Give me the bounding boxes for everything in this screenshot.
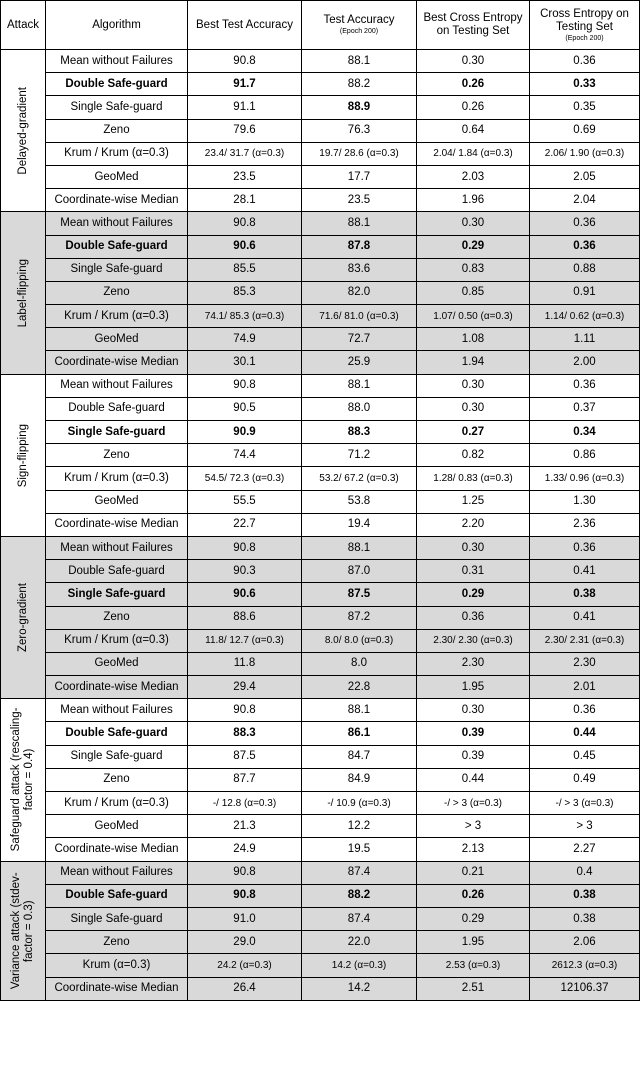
- table-row: [1, 838, 640, 861]
- best-ce-cell: 1.96: [417, 189, 530, 212]
- algorithm-cell: Krum / Krum (α=0.3): [46, 792, 188, 815]
- header-cross-entropy-label: Cross Entropy on Testing Set: [540, 7, 629, 33]
- algorithm-cell: Zeno: [46, 119, 188, 142]
- algorithm-cell: GeoMed: [46, 328, 188, 351]
- algorithm-cell: Zeno: [46, 606, 188, 629]
- test-acc-cell: 17.7: [302, 165, 417, 188]
- attack-cell: [1, 861, 46, 1000]
- best-acc-cell: 30.1: [188, 351, 302, 374]
- best-ce-cell: 2.13: [417, 838, 530, 861]
- attack-label: Variance attack (stdev-factor = 0.3): [10, 872, 35, 990]
- best-acc-cell: 90.5: [188, 397, 302, 420]
- best-acc-cell: 74.9: [188, 328, 302, 351]
- best-ce-cell: 0.30: [417, 699, 530, 722]
- test-acc-cell: 72.7: [302, 328, 417, 351]
- algorithm-cell: Zeno: [46, 444, 188, 467]
- best-acc-cell: 24.2 (α=0.3): [188, 954, 302, 977]
- algorithm-cell: Mean without Failures: [46, 861, 188, 884]
- ce-cell: 1.11: [530, 328, 640, 351]
- header-test-accuracy-label: Test Accuracy: [323, 14, 395, 26]
- table-row: [1, 444, 640, 467]
- test-acc-cell: 8.0/ 8.0 (α=0.3): [302, 629, 417, 652]
- algorithm-cell: Mean without Failures: [46, 50, 188, 73]
- table-row: [1, 977, 640, 1000]
- algorithm-cell: Mean without Failures: [46, 374, 188, 397]
- best-ce-cell: 0.26: [417, 73, 530, 96]
- best-acc-cell: 74.1/ 85.3 (α=0.3): [188, 305, 302, 328]
- algorithm-cell: Double Safe-guard: [46, 884, 188, 907]
- best-acc-cell: 22.7: [188, 513, 302, 536]
- ce-cell: 1.14/ 0.62 (α=0.3): [530, 305, 640, 328]
- table-row: [1, 583, 640, 606]
- algorithm-cell: Single Safe-guard: [46, 96, 188, 119]
- ce-cell: 0.86: [530, 444, 640, 467]
- table-row: [1, 676, 640, 699]
- ce-cell: 1.30: [530, 490, 640, 513]
- best-acc-cell: 88.3: [188, 722, 302, 745]
- table-row: [1, 699, 640, 722]
- test-acc-cell: 83.6: [302, 258, 417, 281]
- best-ce-cell: 0.30: [417, 212, 530, 235]
- ce-cell: 0.49: [530, 768, 640, 791]
- best-acc-cell: -/ 12.8 (α=0.3): [188, 792, 302, 815]
- best-ce-cell: 2.20: [417, 513, 530, 536]
- best-ce-cell: 0.36: [417, 606, 530, 629]
- best-ce-cell: 0.39: [417, 722, 530, 745]
- test-acc-cell: 84.7: [302, 745, 417, 768]
- test-acc-cell: 23.5: [302, 189, 417, 212]
- test-acc-cell: 53.2/ 67.2 (α=0.3): [302, 467, 417, 490]
- test-acc-cell: 19.4: [302, 513, 417, 536]
- ce-cell: 2.30: [530, 652, 640, 675]
- best-acc-cell: 90.8: [188, 212, 302, 235]
- best-ce-cell: 2.30/ 2.30 (α=0.3): [417, 629, 530, 652]
- test-acc-cell: 22.8: [302, 676, 417, 699]
- header-algorithm: Algorithm: [46, 1, 188, 50]
- best-acc-cell: 11.8: [188, 652, 302, 675]
- ce-cell: 0.36: [530, 536, 640, 559]
- table-row: [1, 513, 640, 536]
- table-row: [1, 235, 640, 258]
- ce-cell: 0.45: [530, 745, 640, 768]
- ce-cell: 2.04: [530, 189, 640, 212]
- test-acc-cell: 82.0: [302, 281, 417, 304]
- algorithm-cell: Double Safe-guard: [46, 235, 188, 258]
- table-row: [1, 165, 640, 188]
- test-acc-cell: 88.1: [302, 699, 417, 722]
- table-row: [1, 281, 640, 304]
- best-acc-cell: 11.8/ 12.7 (α=0.3): [188, 629, 302, 652]
- test-acc-cell: 88.2: [302, 73, 417, 96]
- test-acc-cell: 88.9: [302, 96, 417, 119]
- algorithm-cell: Krum (α=0.3): [46, 954, 188, 977]
- test-acc-cell: 71.6/ 81.0 (α=0.3): [302, 305, 417, 328]
- ce-cell: 0.38: [530, 884, 640, 907]
- best-acc-cell: 90.3: [188, 560, 302, 583]
- table-row: [1, 745, 640, 768]
- best-ce-cell: 1.94: [417, 351, 530, 374]
- table-row: [1, 351, 640, 374]
- test-acc-cell: 87.8: [302, 235, 417, 258]
- table-row: [1, 536, 640, 559]
- header-cross-entropy-sub: (Epoch 200): [565, 34, 604, 42]
- table-row: [1, 96, 640, 119]
- ce-cell: 0.44: [530, 722, 640, 745]
- ce-cell: 2.01: [530, 676, 640, 699]
- algorithm-cell: Single Safe-guard: [46, 258, 188, 281]
- best-ce-cell: 2.53 (α=0.3): [417, 954, 530, 977]
- ce-cell: 0.37: [530, 397, 640, 420]
- best-ce-cell: 1.95: [417, 931, 530, 954]
- algorithm-cell: Mean without Failures: [46, 536, 188, 559]
- ce-cell: 0.33: [530, 73, 640, 96]
- algorithm-cell: Double Safe-guard: [46, 397, 188, 420]
- best-ce-cell: 0.85: [417, 281, 530, 304]
- best-acc-cell: 23.5: [188, 165, 302, 188]
- test-acc-cell: 71.2: [302, 444, 417, 467]
- ce-cell: 2.30/ 2.31 (α=0.3): [530, 629, 640, 652]
- best-acc-cell: 24.9: [188, 838, 302, 861]
- best-ce-cell: 0.39: [417, 745, 530, 768]
- best-ce-cell: 0.21: [417, 861, 530, 884]
- test-acc-cell: 25.9: [302, 351, 417, 374]
- best-ce-cell: > 3: [417, 815, 530, 838]
- test-acc-cell: 14.2: [302, 977, 417, 1000]
- algorithm-cell: GeoMed: [46, 165, 188, 188]
- header-best-test-accuracy: Best Test Accuracy: [188, 1, 302, 50]
- best-ce-cell: 0.44: [417, 768, 530, 791]
- best-acc-cell: 90.8: [188, 861, 302, 884]
- algorithm-cell: Coordinate-wise Median: [46, 676, 188, 699]
- algorithm-cell: Double Safe-guard: [46, 560, 188, 583]
- best-ce-cell: 1.07/ 0.50 (α=0.3): [417, 305, 530, 328]
- best-acc-cell: 90.8: [188, 50, 302, 73]
- best-acc-cell: 90.6: [188, 235, 302, 258]
- header-test-accuracy: [302, 1, 417, 50]
- table-row: [1, 490, 640, 513]
- ce-cell: 0.36: [530, 374, 640, 397]
- best-ce-cell: 2.51: [417, 977, 530, 1000]
- ce-cell: 2.36: [530, 513, 640, 536]
- best-ce-cell: 1.95: [417, 676, 530, 699]
- best-ce-cell: 0.30: [417, 50, 530, 73]
- best-acc-cell: 90.8: [188, 699, 302, 722]
- best-acc-cell: 74.4: [188, 444, 302, 467]
- test-acc-cell: 19.7/ 28.6 (α=0.3): [302, 142, 417, 165]
- test-acc-cell: 87.0: [302, 560, 417, 583]
- ce-cell: -/ > 3 (α=0.3): [530, 792, 640, 815]
- ce-cell: 0.36: [530, 235, 640, 258]
- ce-cell: 0.69: [530, 119, 640, 142]
- attack-label: Safeguard attack (rescaling-factor = 0.4): [10, 708, 35, 852]
- header-cross-entropy: [530, 1, 640, 50]
- table-row: [1, 328, 640, 351]
- best-acc-cell: 54.5/ 72.3 (α=0.3): [188, 467, 302, 490]
- best-acc-cell: 87.5: [188, 745, 302, 768]
- test-acc-cell: 14.2 (α=0.3): [302, 954, 417, 977]
- test-acc-cell: 53.8: [302, 490, 417, 513]
- table-row: [1, 119, 640, 142]
- best-ce-cell: 0.29: [417, 907, 530, 930]
- table-row: [1, 73, 640, 96]
- best-acc-cell: 29.4: [188, 676, 302, 699]
- ce-cell: 1.33/ 0.96 (α=0.3): [530, 467, 640, 490]
- test-acc-cell: 87.5: [302, 583, 417, 606]
- best-ce-cell: 0.64: [417, 119, 530, 142]
- algorithm-cell: Single Safe-guard: [46, 907, 188, 930]
- table-row: [1, 792, 640, 815]
- attack-cell: [1, 50, 46, 212]
- algorithm-cell: Mean without Failures: [46, 212, 188, 235]
- header-row: [1, 1, 640, 50]
- ce-cell: 0.35: [530, 96, 640, 119]
- algorithm-cell: Zeno: [46, 768, 188, 791]
- algorithm-cell: GeoMed: [46, 815, 188, 838]
- algorithm-cell: Coordinate-wise Median: [46, 977, 188, 1000]
- ce-cell: 0.88: [530, 258, 640, 281]
- attack-label: Label-flipping: [16, 258, 29, 328]
- algorithm-cell: Single Safe-guard: [46, 745, 188, 768]
- best-acc-cell: 87.7: [188, 768, 302, 791]
- ce-cell: 0.38: [530, 907, 640, 930]
- best-acc-cell: 55.5: [188, 490, 302, 513]
- best-acc-cell: 91.7: [188, 73, 302, 96]
- table-row: [1, 397, 640, 420]
- best-ce-cell: 0.31: [417, 560, 530, 583]
- table-body: [1, 50, 640, 1001]
- test-acc-cell: 88.2: [302, 884, 417, 907]
- best-acc-cell: 90.8: [188, 884, 302, 907]
- ce-cell: > 3: [530, 815, 640, 838]
- attack-label: Zero-gradient: [16, 583, 29, 653]
- best-acc-cell: 91.0: [188, 907, 302, 930]
- table-row: [1, 142, 640, 165]
- table-row: [1, 907, 640, 930]
- best-acc-cell: 90.8: [188, 536, 302, 559]
- algorithm-cell: Zeno: [46, 281, 188, 304]
- table-row: [1, 258, 640, 281]
- best-ce-cell: 2.03: [417, 165, 530, 188]
- algorithm-cell: Krum / Krum (α=0.3): [46, 305, 188, 328]
- best-acc-cell: 28.1: [188, 189, 302, 212]
- table-row: [1, 884, 640, 907]
- best-ce-cell: 0.30: [417, 374, 530, 397]
- test-acc-cell: 19.5: [302, 838, 417, 861]
- ce-cell: 0.91: [530, 281, 640, 304]
- attack-cell: [1, 212, 46, 374]
- table-row: [1, 931, 640, 954]
- best-ce-cell: 1.25: [417, 490, 530, 513]
- attack-cell: [1, 374, 46, 536]
- test-acc-cell: 8.0: [302, 652, 417, 675]
- table-row: [1, 629, 640, 652]
- table-row: [1, 722, 640, 745]
- ce-cell: 0.36: [530, 699, 640, 722]
- algorithm-cell: Coordinate-wise Median: [46, 513, 188, 536]
- ce-cell: 0.4: [530, 861, 640, 884]
- test-acc-cell: 88.1: [302, 536, 417, 559]
- algorithm-cell: Mean without Failures: [46, 699, 188, 722]
- attack-label: Sign-flipping: [16, 423, 29, 487]
- ce-cell: 0.38: [530, 583, 640, 606]
- attack-cell: [1, 699, 46, 861]
- algorithm-cell: Single Safe-guard: [46, 421, 188, 444]
- best-acc-cell: 21.3: [188, 815, 302, 838]
- best-ce-cell: 0.30: [417, 536, 530, 559]
- test-acc-cell: 76.3: [302, 119, 417, 142]
- header-best-cross-entropy: Best Cross Entropy on Testing Set: [417, 1, 530, 50]
- algorithm-cell: Double Safe-guard: [46, 722, 188, 745]
- algorithm-cell: Single Safe-guard: [46, 583, 188, 606]
- best-acc-cell: 90.8: [188, 374, 302, 397]
- test-acc-cell: 88.0: [302, 397, 417, 420]
- ce-cell: 12106.37: [530, 977, 640, 1000]
- algorithm-cell: Krum / Krum (α=0.3): [46, 142, 188, 165]
- algorithm-cell: Coordinate-wise Median: [46, 189, 188, 212]
- table-row: [1, 768, 640, 791]
- best-ce-cell: 0.26: [417, 884, 530, 907]
- best-ce-cell: -/ > 3 (α=0.3): [417, 792, 530, 815]
- test-acc-cell: 87.2: [302, 606, 417, 629]
- test-acc-cell: 88.3: [302, 421, 417, 444]
- table-row: [1, 606, 640, 629]
- ce-cell: 0.36: [530, 50, 640, 73]
- best-acc-cell: 91.1: [188, 96, 302, 119]
- best-ce-cell: 0.27: [417, 421, 530, 444]
- best-ce-cell: 1.08: [417, 328, 530, 351]
- test-acc-cell: 88.1: [302, 212, 417, 235]
- table-row: [1, 954, 640, 977]
- table-row: [1, 212, 640, 235]
- ce-cell: 2.00: [530, 351, 640, 374]
- test-acc-cell: 84.9: [302, 768, 417, 791]
- best-acc-cell: 85.5: [188, 258, 302, 281]
- ce-cell: 2.06: [530, 931, 640, 954]
- ce-cell: 2.05: [530, 165, 640, 188]
- ce-cell: 0.41: [530, 606, 640, 629]
- best-acc-cell: 88.6: [188, 606, 302, 629]
- table-row: [1, 815, 640, 838]
- table-row: [1, 305, 640, 328]
- algorithm-cell: Krum / Krum (α=0.3): [46, 629, 188, 652]
- ce-cell: 0.41: [530, 560, 640, 583]
- best-ce-cell: 2.30: [417, 652, 530, 675]
- best-acc-cell: 26.4: [188, 977, 302, 1000]
- attack-label: Delayed-gradient: [16, 86, 29, 175]
- test-acc-cell: 12.2: [302, 815, 417, 838]
- attack-cell: [1, 536, 46, 698]
- best-acc-cell: 23.4/ 31.7 (α=0.3): [188, 142, 302, 165]
- algorithm-cell: Krum / Krum (α=0.3): [46, 467, 188, 490]
- table-row: [1, 467, 640, 490]
- ce-cell: 0.36: [530, 212, 640, 235]
- ce-cell: 0.34: [530, 421, 640, 444]
- best-acc-cell: 79.6: [188, 119, 302, 142]
- test-acc-cell: -/ 10.9 (α=0.3): [302, 792, 417, 815]
- test-acc-cell: 88.1: [302, 50, 417, 73]
- table-row: [1, 560, 640, 583]
- table-row: [1, 50, 640, 73]
- test-acc-cell: 88.1: [302, 374, 417, 397]
- algorithm-cell: Double Safe-guard: [46, 73, 188, 96]
- test-acc-cell: 22.0: [302, 931, 417, 954]
- best-acc-cell: 85.3: [188, 281, 302, 304]
- header-attack: Attack: [1, 1, 46, 50]
- best-acc-cell: 90.6: [188, 583, 302, 606]
- best-acc-cell: 90.9: [188, 421, 302, 444]
- best-ce-cell: 0.82: [417, 444, 530, 467]
- best-ce-cell: 0.29: [417, 235, 530, 258]
- best-ce-cell: 0.30: [417, 397, 530, 420]
- ce-cell: 2612.3 (α=0.3): [530, 954, 640, 977]
- table-row: [1, 861, 640, 884]
- best-ce-cell: 0.29: [417, 583, 530, 606]
- table-row: [1, 652, 640, 675]
- best-ce-cell: 0.26: [417, 96, 530, 119]
- ce-cell: 2.27: [530, 838, 640, 861]
- table-row: [1, 189, 640, 212]
- test-acc-cell: 87.4: [302, 861, 417, 884]
- algorithm-cell: GeoMed: [46, 652, 188, 675]
- best-ce-cell: 2.04/ 1.84 (α=0.3): [417, 142, 530, 165]
- algorithm-cell: GeoMed: [46, 490, 188, 513]
- table-row: [1, 374, 640, 397]
- algorithm-cell: Zeno: [46, 931, 188, 954]
- best-acc-cell: 29.0: [188, 931, 302, 954]
- table-row: [1, 421, 640, 444]
- test-acc-cell: 86.1: [302, 722, 417, 745]
- ce-cell: 2.06/ 1.90 (α=0.3): [530, 142, 640, 165]
- header-test-accuracy-sub: (Epoch 200): [339, 28, 379, 35]
- test-acc-cell: 87.4: [302, 907, 417, 930]
- algorithm-cell: Coordinate-wise Median: [46, 838, 188, 861]
- best-ce-cell: 0.83: [417, 258, 530, 281]
- best-ce-cell: 1.28/ 0.83 (α=0.3): [417, 467, 530, 490]
- algorithm-cell: Coordinate-wise Median: [46, 351, 188, 374]
